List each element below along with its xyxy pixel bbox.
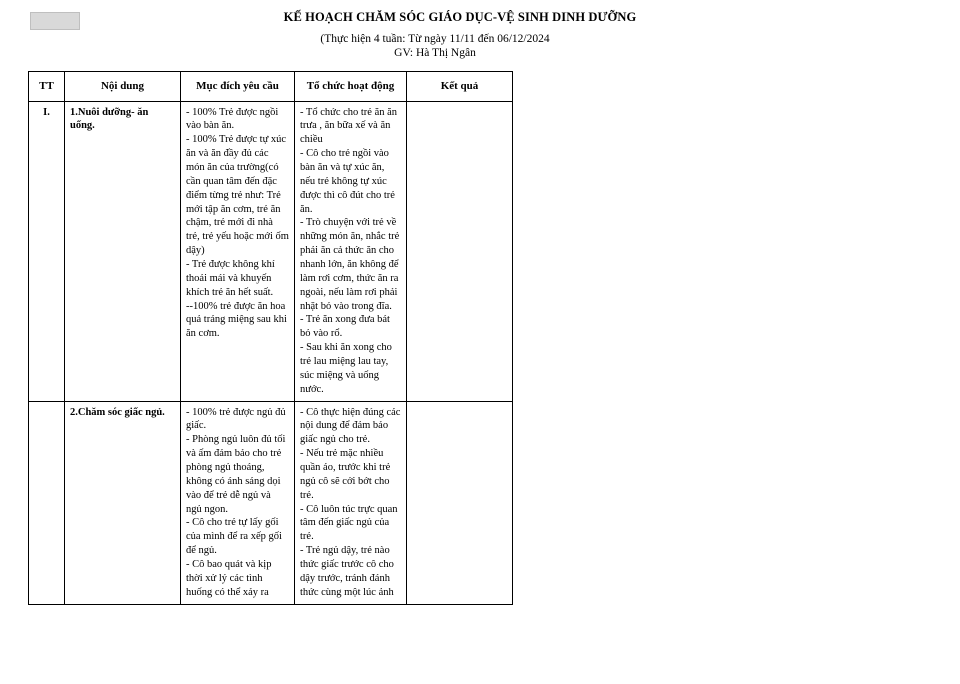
column-header-ketqua: Kết quả [407,72,513,102]
column-header-tt: TT [29,72,65,102]
cell-noidung: 2.Chăm sóc giấc ngủ. [65,401,181,604]
cell-line: - Cô thực hiện đúng các nội dung để đảm bảo giấc ngủ cho trẻ. [300,406,401,446]
cell-tochuc [295,101,407,401]
cell-line: - Sau khi ăn xong cho trẻ lau miệng lau tay, súc miệng và uống nước. [300,342,392,395]
cell-line: - Trẻ ngủ dậy, trẻ nào thức giấc trước cô cho dậy trước, tránh đánh thức cùng một lúc ảnh [300,545,394,598]
cell-line: - Trẻ được không khí thoải mái và khuyến khích trẻ ăn hết suất. [186,258,275,298]
cell-line: - 100% Trẻ được ngồi vào bàn ăn. [186,106,279,132]
column-header-mucdich: Mục đích yêu cầu [181,72,295,102]
cell-line: - Cô bao quát và kịp thời xử lý các tình huống có thể xảy ra [186,559,272,598]
cell-line: - Nếu trẻ mặc nhiều quần áo, trước khi trẻ ngủ cô sẽ cởi bớt cho trẻ. [300,448,391,501]
page-title: KẾ HOẠCH CHĂM SÓC GIÁO DỤC-VỆ SINH DINH DƯỠNG [283,10,637,24]
cell-ketqua [407,401,513,604]
teacher-name: GV: Hà Thị Ngân [394,47,476,59]
cell-line: - Trẻ ăn xong đưa bát bỏ vào rổ. [300,314,390,340]
cell-mucdich [181,401,295,604]
table-row [29,101,513,401]
table-header-row [29,72,513,102]
cell-line: - Phòng ngủ luôn đủ tối và ấm đảm bảo cho trẻ phòng ngủ thoáng, không có ánh sáng dọi vào để trẻ dễ ngủ và ngủ ngon. [186,434,286,515]
cell-noidung: 1.Nuôi dưỡng- ăn uống. [65,101,181,401]
column-header-noidung: Nội dung [65,72,181,102]
cell-line: - 100% trẻ được ngủ đủ giấc. [186,406,286,432]
cell-tochuc [295,401,407,604]
cell-ketqua [407,101,513,401]
cell-mucdich [181,101,295,401]
cell-line: - Cô luôn túc trực quan tâm đến giấc ngủ của trẻ. [300,503,398,543]
cell-tt [29,401,65,604]
document-subtitle: (Thực hiện 4 tuần: Từ ngày 11/11 đến 06/12/2024 [320,33,550,45]
plan-table [28,71,513,605]
cell-line: - Cô cho trẻ tự lấy gối của mình để ra xếp gối để ngủ. [186,517,282,557]
table-row [29,401,513,604]
cell-line: - Tổ chức cho trẻ ăn ăn trưa , ăn bữa xế và ăn chiều [300,106,398,146]
cell-line: - 100% Trẻ được tự xúc ăn và ăn đầy đủ các món ăn của trường(có cần quan tâm đến đặc điểm từng trẻ như: Trẻ mới tập ăn cơm, trẻ ăn chậm, trẻ mới đi nhà trẻ, trẻ yếu hoặc mới ốm dậy) [186,134,289,257]
title-row [0,10,960,30]
cell-line: - Cô cho trẻ ngồi vào bàn ăn và tự xúc ăn, nếu trẻ không tự xúc được thì cô đút cho trẻ ăn. [300,148,395,215]
column-header-tochuc: Tổ chức hoạt động [295,72,407,102]
cell-line: - Trò chuyện với trẻ về những món ăn, nhắc trẻ phải ăn cả thức ăn cho nhanh lớn, ăn không để làm rơi cơm, thức ăn ra ngoài, nếu làm rơi phải nhặt bỏ vào trong đĩa. [300,217,400,312]
cell-tt: I. [29,101,65,401]
document-header [0,0,960,59]
cell-line: --100% trẻ được ăn hoa quả tráng miệng sau khi ăn cơm. [186,300,287,340]
corner-marker-box [30,12,80,30]
